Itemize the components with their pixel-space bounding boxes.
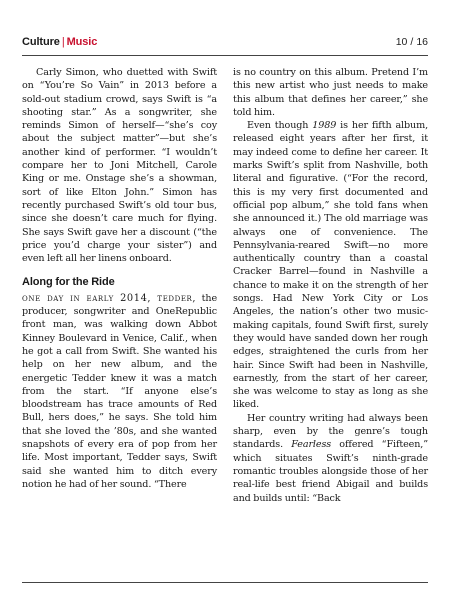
left-column: [22, 66, 217, 578]
paragraph: [233, 119, 428, 412]
paragraph-text: Her country writing had always been sharp, even by the genre’s tough standards.: [233, 412, 428, 451]
paragraph: [22, 292, 217, 491]
right-column: [233, 66, 428, 578]
footer-rule: [22, 582, 428, 583]
section-name: Culture: [22, 36, 60, 48]
header-rule: [22, 55, 428, 56]
section-label: [22, 36, 97, 48]
paragraph: Carly Simon, who duetted with Swift on “You’re So Vain” in 2013 before a sold-out stadium crowd, says Swift is “a shooting star.” As a songwriter, she reminds Simon of herself—“she’s coy about the subject matter”—but she’s another kind of performer. “I wouldn’t compare her to Joni Mitchell, Carole King or me. Onstage she’s a showman, sort of like Elton John.” Simon has recently purchased Swift’s old tour bus, since she doesn’t care much for flying. She says Swift gave her a discount (“the price you’d charge your sister”) and even left all her linens onboard.: [22, 67, 217, 265]
album-title: 1989: [312, 120, 337, 132]
article-body: [22, 66, 428, 578]
article-subhead: Along for the Ride: [22, 276, 115, 289]
paragraph: [233, 412, 428, 505]
page-separator: /: [410, 36, 414, 48]
page-indicator: [396, 36, 428, 48]
subsection-name: Music: [66, 36, 98, 48]
paragraph-text: the producer, songwriter and OneRepublic front man, was walking down Abbot Kinney Boulevard in Venice, Calif., when he got a call from Swift. She wanted his help on her new album, and the energetic Tedder knew it was a match from the start. “If anyone else’s bloodstream has trace amounts of Red Bull, hers does,” he says. She told him that she loved the ’80s, and she wanted snapshots of every era of pop from her life. Most important, Tedder says, Swift said she wanted him to ditch every notion he had of her sound. “There: [22, 292, 217, 490]
section-divider: |: [61, 36, 65, 48]
page-header: [22, 36, 428, 56]
paragraph-text: is her fifth album, released eight years after her first, it may indeed come to define her career. It marks Swift’s split from Nashville, both literal and figurative. (“For the record, this is my very first documented and official pop album,” she told fans when she announced it.) The old marriage was always one of convenience. The Pennsylvania-reared Swift—no more authentically country than a coastal Cracker Barrel—found in Nashville a chance to make it on the strength of her songs. Had New York City or Los Angeles, the nation’s other two music-making capitals, found Swift first, surely they would have sanded down her rough edges, straightened the curls from her hair. Since Swift had been in Nashville, earnestly, from the start of her career, she was welcome to stay as long as she liked.: [233, 120, 428, 411]
lead-in-caps: one day in early 2014, tedder,: [22, 292, 197, 304]
paragraph: is no country on this album. Pretend I’m this new artist who just needs to make this album that defines her career,” she told him.: [233, 67, 428, 118]
paragraph-text: Even though: [247, 120, 313, 132]
page-total: 16: [416, 36, 428, 48]
album-title: Fearless: [291, 439, 332, 451]
paragraph-text: offered “Fifteen,” which situates Swift’s ninth-grade romantic troubles alongside those of her real-life best friend Abigail and builds and builds until: “Back: [233, 439, 428, 504]
page-current: 10: [395, 36, 408, 48]
